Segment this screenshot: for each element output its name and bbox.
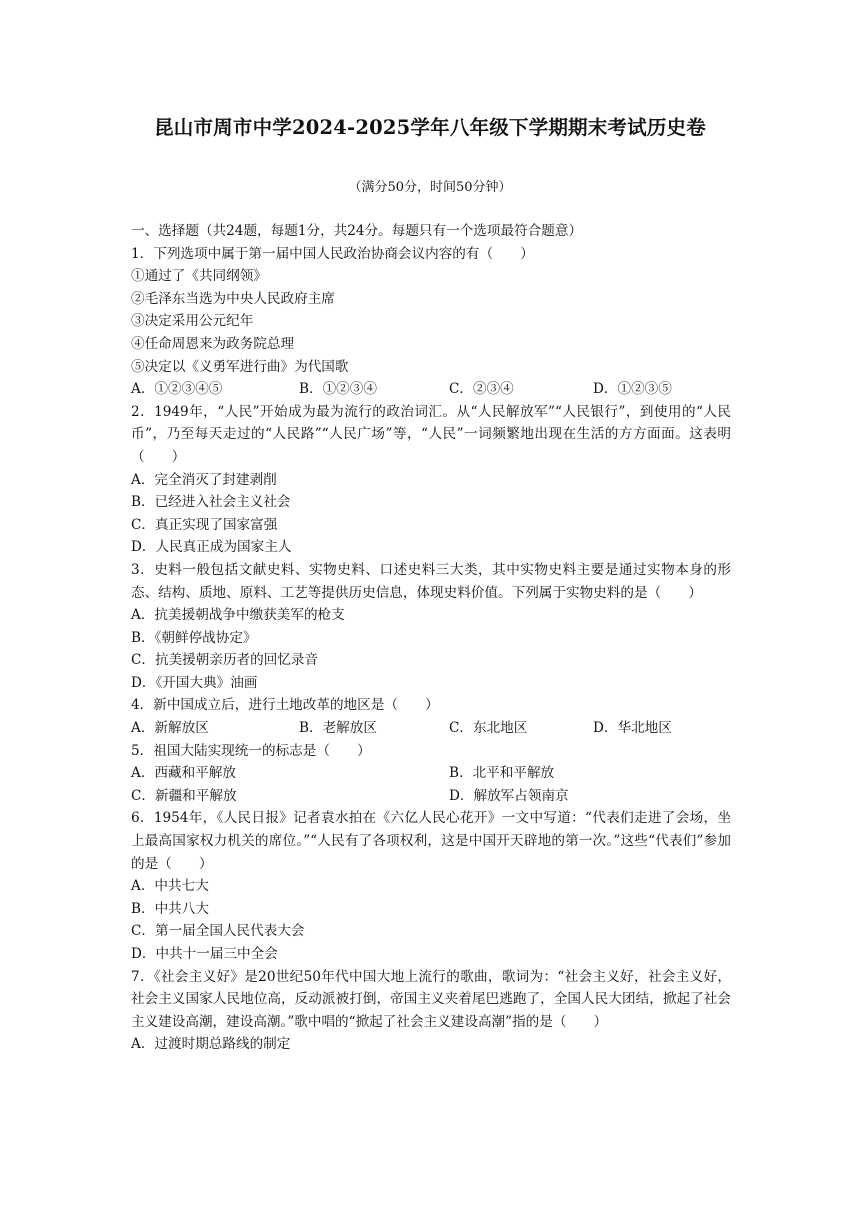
question-6-option-a: A．中共七大 xyxy=(131,878,209,895)
question-5-options-row-2 xyxy=(131,785,731,808)
question-5-options-row-1 xyxy=(131,762,731,785)
question-1-option-b: B．①②③④ xyxy=(299,381,377,398)
question-1-item-5: ⑤决定以《义勇军进行曲》为代国歌 xyxy=(131,358,349,375)
question-4-options xyxy=(131,717,731,740)
question-4-stem: 4．新中国成立后，进行土地改革的地区是（ ） xyxy=(131,697,439,714)
question-4-option-c: C．东北地区 xyxy=(449,720,528,737)
question-1-item-2: ②毛泽东当选为中央人民政府主席 xyxy=(131,290,335,307)
question-7-option-a: A．过渡时期总路线的制定 xyxy=(131,1036,291,1053)
question-2-option-d: D．人民真正成为国家主人 xyxy=(131,539,292,556)
question-5-option-b: B．北平和平解放 xyxy=(449,765,555,782)
question-7-stem: 7．《社会主义好》是20世纪50年代中国大地上流行的歌曲，歌词为：“社会主义好，社会主义好，社会主义国家人民地位高，反动派被打倒，帝国主义夹着尾巴逃跑了，全国人民大团结，掀起了社会主义建设高潮，建设高潮。”歌中唱的“掀起了社会主义建设高潮”指的是（ ） xyxy=(131,968,731,1030)
question-5-option-a: A．西藏和平解放 xyxy=(131,765,236,782)
question-5-option-c: C．新疆和平解放 xyxy=(131,787,237,804)
question-6-option-d: D．中共十一届三中全会 xyxy=(131,946,278,962)
question-4-option-a: A．新解放区 xyxy=(131,720,209,737)
question-1-option-d: D．①②③⑤ xyxy=(593,381,672,398)
question-3-stem: 3．史料一般包括文献史料、实物史料、口述史料三大类，其中实物史料主要是通过实物本身的形态、结构、质地、原料、工艺等提供历史信息，体现史料价值。下列属于实物史料的是（ ） xyxy=(131,561,731,601)
question-3-option-b: B．《朝鲜停战协定》 xyxy=(131,629,257,646)
question-1-item-4: ④任命周恩来为政务院总理 xyxy=(131,335,295,352)
question-2-stem: 2．1949年，“人民”开始成为最为流行的政治词汇。从“人民解放军”“人民银行”，到使用的“人民币”，乃至每天走过的“人民路”“人民广场”等，“人民”一词频繁地出现在生活的方方面面。这表明（ ） xyxy=(131,403,731,465)
exam-content xyxy=(131,220,731,1056)
question-6-option-b: B．中共八大 xyxy=(131,900,209,917)
exam-title: 昆山市周市中学2024-2025学年八年级下学期期末考试历史卷 xyxy=(154,116,706,139)
question-1-item-3: ③决定采用公元纪年 xyxy=(131,313,254,330)
question-1-stem: 1．下列选项中属于第一届中国人民政治协商会议内容的有（ ） xyxy=(131,245,534,262)
question-1-option-c: C．②③④ xyxy=(449,381,514,398)
question-1-options xyxy=(131,378,731,401)
question-2-option-a: A．完全消灭了封建剥削 xyxy=(131,471,277,488)
question-1-item-1: ①通过了《共同纲领》 xyxy=(131,268,267,285)
exam-subtitle: （满分50分，时间50分钟） xyxy=(348,180,512,195)
question-5-stem: 5．祖国大陆实现统一的标志是（ ） xyxy=(131,742,371,759)
question-1-option-a: A．①②③④⑤ xyxy=(131,381,223,398)
question-3-option-d: D．《开国大典》油画 xyxy=(131,674,258,691)
question-4-option-b: B．老解放区 xyxy=(299,720,377,737)
question-3-option-a: A．抗美援朝战争中缴获美军的枪支 xyxy=(131,607,345,624)
question-3-option-c: C．抗美援朝亲历者的回忆录音 xyxy=(131,652,319,669)
question-6-option-c: C．第一届全国人民代表大会 xyxy=(131,923,305,940)
question-2-option-c: C．真正实现了国家富强 xyxy=(131,516,278,533)
question-4-option-d: D．华北地区 xyxy=(593,720,672,737)
question-6-stem: 6．1954年，《人民日报》记者袁水拍在《六亿人民心花开》一文中写道：“代表们走进了会场，坐上最高国家权力机关的席位。”“人民有了各项权利，这是中国开天辟地的第一次。”这些“代表们”参加的是（ ） xyxy=(131,810,731,872)
section-heading: 一、选择题（共24题，每题1分，共24分。每题只有一个选项最符合题意） xyxy=(131,223,583,239)
question-5-option-d: D．解放军占领南京 xyxy=(449,787,569,804)
question-2-option-b: B．已经进入社会主义社会 xyxy=(131,494,291,511)
